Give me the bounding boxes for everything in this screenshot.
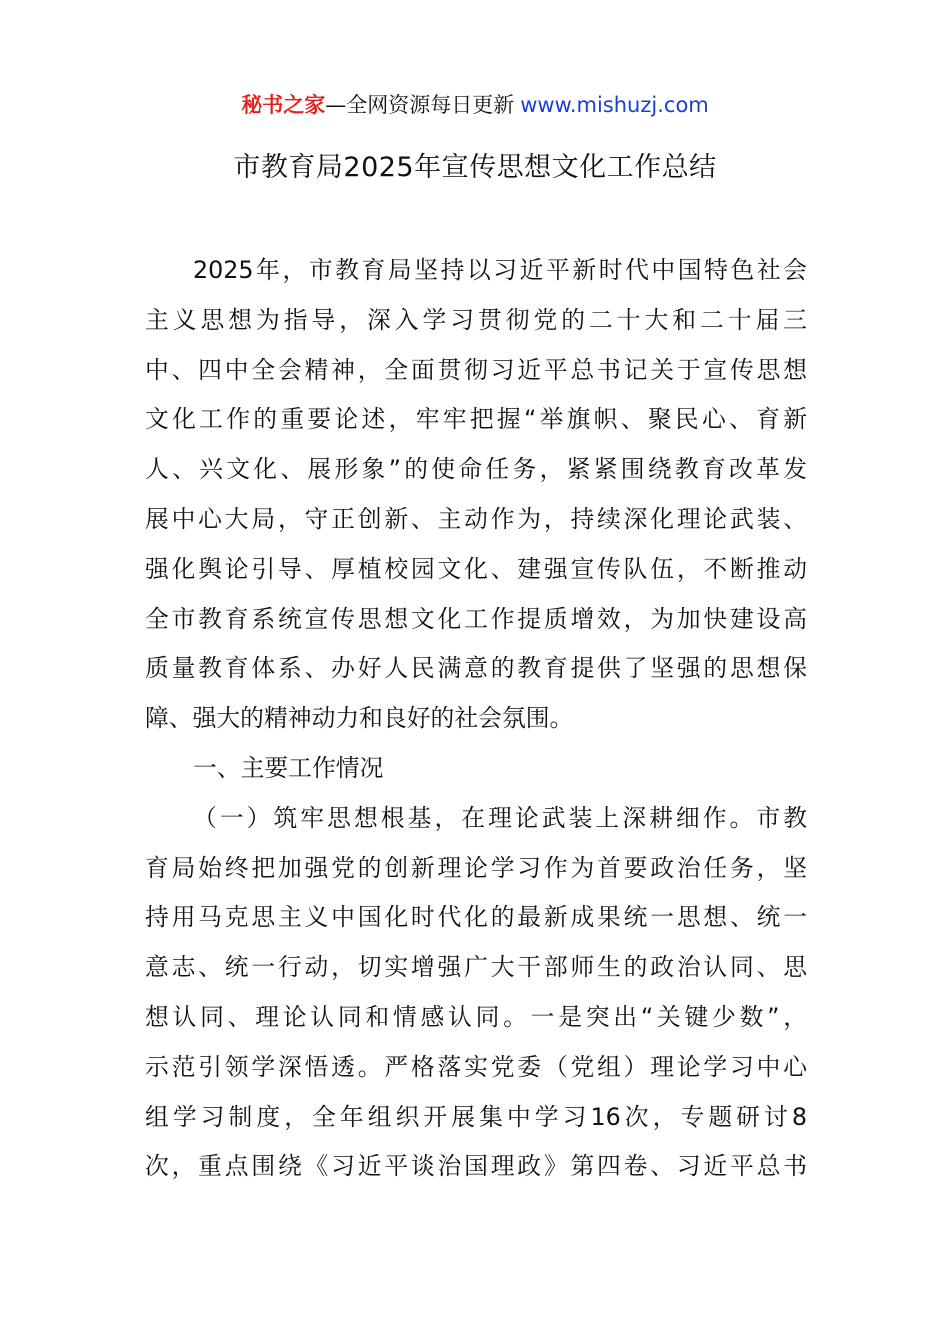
paragraph-line: 全市教育系统宣传思想文化工作提质增效，为加快建设高 (145, 604, 807, 633)
site-header (0, 88, 950, 122)
paragraph-line: 强化舆论引导、厚植校园文化、建强宣传队伍，不断推动 (145, 554, 807, 583)
paragraph-line: 中、四中全会精神，全面贯彻习近平总书记关于宣传思想 (145, 355, 807, 384)
site-brand: 秘书之家 (241, 93, 326, 117)
paragraph-line: 示范引领学深悟透。严格落实党委（党组）理论学习中心 (145, 1052, 807, 1081)
subsection-heading-line: （一）筑牢思想根基，在理论武装上深耕细作。市教 (193, 803, 807, 832)
section-heading: 一、主要工作情况 (193, 753, 384, 782)
document-body (145, 246, 807, 1192)
paragraph-line: 持用马克思主义中国化时代化的最新成果统一思想、统一 (145, 903, 807, 932)
site-slogan: —全网资源每日更新 (325, 93, 515, 117)
paragraph-line: 质量教育体系、办好人民满意的教育提供了坚强的思想保 (145, 654, 807, 683)
paragraph-line: 2025年，市教育局坚持以习近平新时代中国特色社会 (193, 256, 807, 284)
paragraph-line: 想认同、理论认同和情感认同。一是突出“关键少数”， (145, 1002, 807, 1031)
paragraph-line: 障、强大的精神动力和良好的社会氛围。 (145, 704, 574, 733)
paragraph-line: 意志、统一行动，切实增强广大干部师生的政治认同、思 (145, 953, 807, 982)
paragraph-line: 文化工作的重要论述，牢牢把握“举旗帜、聚民心、育新 (145, 405, 807, 434)
paragraph-line: 组学习制度，全年组织开展集中学习16次，专题研讨8 (145, 1102, 807, 1131)
paragraph-line: 主义思想为指导，深入学习贯彻党的二十大和二十届三 (145, 305, 807, 334)
paragraph-line: 次，重点围绕《习近平谈治国理政》第四卷、习近平总书 (145, 1152, 807, 1181)
document-title: 市教育局2025年宣传思想文化工作总结 (233, 152, 717, 183)
paragraph-line: 展中心大局，守正创新、主动作为，持续深化理论武装、 (145, 504, 807, 533)
site-url-link[interactable]: www.mishuzj.com (520, 93, 709, 117)
paragraph-line: 人、兴文化、展形象”的使命任务，紧紧围绕教育改革发 (145, 455, 807, 484)
paragraph-line: 育局始终把加强党的创新理论学习作为首要政治任务，坚 (145, 853, 807, 882)
